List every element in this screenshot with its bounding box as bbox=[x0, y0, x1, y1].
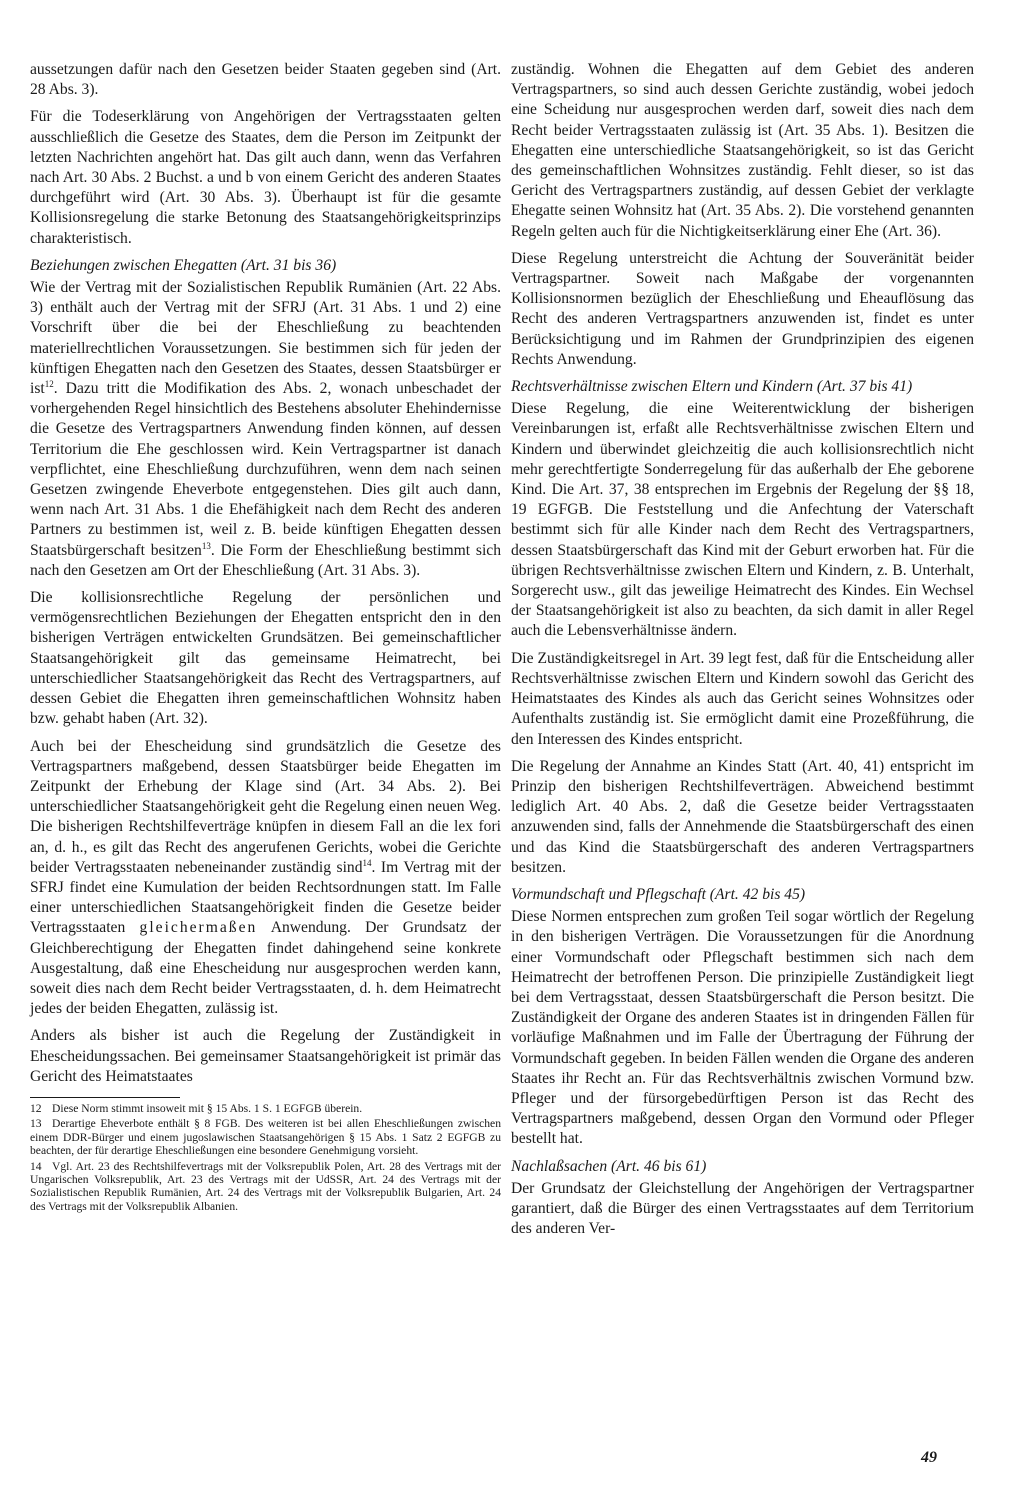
section-heading: Nachlaßsachen (Art. 46 bis 61) bbox=[511, 1157, 707, 1175]
paragraph: Die kollisionsrechtliche Regelung der persönlichen und vermögensrechtlichen Beziehungen der Ehegatten entspricht den in den bisherigen Verträgen entwickelten Grundsätzen. Bei gemeinschaftlicher Staatsangehörigkeit gilt das gemeinsame Heimatrecht, bei unterschiedlicher Staatsangehörigkeit das Recht des Vertragspartners, auf dessen Gebiet die Ehegatten ihren gemeinschaftlichen Wohnsitz haben bzw. gehabt haben (Art. 32). bbox=[30, 589, 501, 728]
paragraph: Anders als bisher ist auch die Regelung der Zuständigkeit in Ehescheidungssachen. Bei gemeinsamer Staatsangehörigkeit ist primär das Gericht des Heimatstaates bbox=[30, 1027, 501, 1085]
paragraph: Wie der Vertrag mit der Sozialistischen Republik Rumänien (Art. 22 Abs. 3) enthält auch der Vertrag mit der SFRJ (Art. 31 Abs. 1 und 2) eine Vorschrift über die bei der Eheschließung zu beachtenden materiellrechtlichen Voraussetzungen. Sie bestimmen sich für jeden der künftigen Ehegatten nach den Gesetzen des Staates, dessen Staatsbürger er ist$^{12}$. Dazu tritt die Modifikation des Abs. 2, wonach unbeschadet der vorhergehenden Regel hinsichtlich des Bestehens absoluter Ehehindernisse die Gesetze des Vertragspartners Anwendung finden können, auf dessen Territorium die Ehe geschlossen wird. Kein Vertragspartner ist danach verpflichtet, eine Eheschließung durchzuführen, wenn dem nach seinen Gesetzen zwingende Eheverbote entgegenstehen. Dies gilt auch dann, wenn nach Art. 31 Abs. 1 die Ehefähigkeit nach dem Recht des anderen Partners zu bestimmen ist, weil z. B. beide künftigen Ehegatten dessen Staatsbürgerschaft besitzen$^{13}$. Die Form der Eheschließung bestimmt sich nach den Gesetzen am Ort der Eheschließung (Art. 31 Abs. 3). bbox=[30, 279, 501, 579]
footnote: 13 Derartige Eheverbote enthält § 8 FGB. Des weiteren ist bei allen Eheschließungen zwischen einem DDR-Bürger und einem jugoslawischen Staatsangehörigen § 15 Abs. 1 Satz 2 EGFGB zu beachten, der für derartige Eheschließungen eine besondere Genehmigung vorsieht. bbox=[30, 1117, 501, 1158]
paragraph: Die Zuständigkeitsregel in Art. 39 legt fest, daß für die Entscheidung aller Rechtsverhältnisse zwischen Eltern und Kindern sowohl das Gericht des Heimatstaates des Kindes als auch das Gericht seines Wohnsitzes oder Aufenthalts zuständig ist. Sie ermöglicht damit eine Prozeßführung, die den Interessen des Kindes entspricht. bbox=[511, 649, 974, 748]
paragraph: zuständig. Wohnen die Ehegatten auf dem Gebiet des anderen Vertragspartners, so sind auch dessen Gerichte zuständig, wobei jedoch eine Scheidung nur ausgesprochen werden darf, soweit dies nach dem Recht beider Vertragsstaaten zulässig ist (Art. 35 Abs. 1). Besitzen die Ehegatten eine unterschiedliche Staatsangehörigkeit, so ist das Gericht des gemeinschaftlichen Wohnsitzes zuständig. Fehlt dieser, so ist das Gericht des Vertragspartners zuständig, auf dessen Gebiet der verklagte Ehegatte seinen Wohnsitz hat (Art. 35 Abs. 2). Die vorstehend genannten Regeln gelten auch für die Nichtigkeitserklärung einer Ehe (Art. 36). bbox=[511, 61, 974, 240]
page-number: 49 bbox=[921, 1449, 937, 1466]
paragraph: Auch bei der Ehescheidung sind grundsätzlich die Gesetze des Vertragspartners maßgebend, dessen Staatsbürger beide Ehegatten im Zeitpunkt der Erhebung der Klage sind (Art. 34 Abs. 2). Bei unterschiedlicher Staatsangehörigkeit geht die Regelung einen neuen Weg. Die bisherigen Rechtshilfeverträge knüpfen in diesem Fall an die lex fori an, d. h., es gilt das Recht des angerufenen Gerichts, wobei die Gerichte beider Vertragsstaaten nebeneinander zuständig sind$^{14}$. Im Vertrag mit der SFRJ findet eine Kumulation der beiden Rechtsordnungen statt. Im Falle einer unterschiedlichen Staatsangehörigkeit finden die Gesetze beider Vertragsstaaten gleichermaßen Anwendung. Der Grundsatz der Gleichberechtigung der Ehegatten findet dahingehend seine konkrete Ausgestaltung, daß eine Ehescheidung nur ausgesprochen werden kann, soweit dies nach dem Recht beider Vertragsstaaten, d. h. dem Heimatrecht jedes der beiden Ehegatten, zulässig ist. bbox=[30, 737, 502, 1018]
footnote-ref: 14 bbox=[362, 857, 372, 868]
paragraph: Die Regelung der Annahme an Kindes Statt (Art. 40, 41) entspricht im Prinzip den bisherigen Rechtshilfeverträgen. Abweichend bestimmt lediglich Art. 40 Abs. 2, daß die Gesetze beider Vertragsstaaten anzuwenden sind, falls der Annehmende die Staatsbürgerschaft des einen und das Kind die Staatsbürgerschaft des anderen Vertragspartners besitzen. bbox=[511, 757, 974, 876]
footnotes bbox=[30, 1102, 501, 1213]
footnote-ref: 12 bbox=[44, 378, 54, 389]
spaced-emphasis: gleichermaßen bbox=[139, 919, 258, 937]
footnote-ref: 13 bbox=[201, 540, 211, 551]
right-column bbox=[511, 60, 974, 1246]
paragraph: aussetzungen dafür nach den Gesetzen beider Staaten gegeben sind (Art. 28 Abs. 3). bbox=[30, 61, 501, 99]
paragraph: Für die Todeserklärung von Angehörigen der Vertragsstaaten gelten ausschließlich die Gesetze des Staates, dem die Person im Zeitpunkt der letzten Nachrichten angehört hat. Das gilt auch dann, wenn das Verfahren nach Art. 30 Abs. 2 Buchst. a und b von einem Gericht des anderen Staates durchgeführt wird (Art. 30 Abs. 3). Überhaupt ist für die gesamte Kollisionsregelung die starke Betonung des Staatsangehörigkeitsprinzips charakteristisch. bbox=[30, 108, 501, 247]
footnote-divider bbox=[30, 1097, 180, 1098]
left-column bbox=[30, 60, 501, 1215]
section-heading: Vormundschaft und Pflegschaft (Art. 42 bis 45) bbox=[511, 885, 806, 903]
footnote: 14 Vgl. Art. 23 des Rechtshilfevertrags mit der Volksrepublik Polen, Art. 28 des Vertrags mit der Ungarischen Volksrepublik, Art. 23 des Vertrags mit der UdSSR, Art. 24 des Vertrags mit der Sozialistischen Republik Rumänien, Art. 24 des Vertrags mit der Volksrepublik Bulgarien, Art. 24 des Vertrags mit der Volksrepublik Albanien. bbox=[30, 1159, 501, 1213]
paragraph: Diese Normen entsprechen zum großen Teil sogar wörtlich der Regelung in den bisherigen Verträgen. Die Voraussetzungen für die Anordnung einer Vormundschaft oder Pflegschaft bestimmen sich nach dem Heimatrecht der betroffenen Person. Die prinzipielle Zuständigkeit liegt bei dem Vertragsstaat, dessen Staatsbürgerschaft die Person besitzt. Die Zuständigkeit der Organe des anderen Staates ist in dringenden Fällen für vorläufige Maßnahmen und im Falle der Übertragung der Führung der Vormundschaft gegeben. In beiden Fällen wenden die Organe des anderen Staates ihr Recht an. Für das Rechtsverhältnis zwischen Vormund bzw. Pfleger und der fürsorgebedürftigen Person ist das Recht des Vertragspartners maßgebend, dessen Organ den Vormund oder Pfleger bestellt hat. bbox=[511, 908, 974, 1148]
paragraph: Diese Regelung, die eine Weiterentwicklung der bisherigen Vereinbarungen ist, erfaßt alle Rechtsverhältnisse zwischen Eltern und Kindern und überwindet gleichzeitig die auch kollisionsrechtlich nicht mehr gerechtfertigte Sonderregelung für das außerhalb der Ehe geborene Kind. Die Art. 37, 38 entsprechen im Ergebnis der Regelung der §§ 18, 19 EGFGB. Die Feststellung und die Anfechtung der Vaterschaft bestimmt sich für alle Kinder nach dem Recht des Vertragspartners, dessen Staatsbürgerschaft das Kind mit der Geburt erworben hat. Für die übrigen Rechtsverhältnisse zwischen Eltern und Kindern, z. B. Unterhalt, Sorgerecht usw., gilt das jeweilige Heimatrecht des Kindes. Ein Wechsel der Staatsangehörigkeit ist also zu beachten, da sich damit in aller Regel auch die Lebensverhältnisse ändern. bbox=[511, 400, 974, 640]
section-heading: Rechtsverhältnisse zwischen Eltern und Kindern (Art. 37 bis 41) bbox=[511, 378, 913, 396]
section-heading: Beziehungen zwischen Ehegatten (Art. 31 bis 36) bbox=[30, 256, 337, 274]
footnote: 12 Diese Norm stimmt insoweit mit § 15 Abs. 1 S. 1 EGFGB überein. bbox=[30, 1101, 363, 1115]
paragraph: Der Grundsatz der Gleichstellung der Angehörigen der Vertragspartner garantiert, daß die Bürger des einen Vertragsstaates auf dem Territorium des anderen Ver- bbox=[511, 1179, 974, 1238]
paragraph: Diese Regelung unterstreicht die Achtung der Souveränität beider Vertragspartner. Soweit nach Maßgabe der vorgenannten Kollisionsnormen bezüglich der Eheschließung und Eheauflösung das Recht des anderen Vertragspartners anzuwenden ist, findet es unter Berücksichtigung und im Rahmen der Grundprinzipien des eigenen Rechts Anwendung. bbox=[511, 249, 974, 368]
